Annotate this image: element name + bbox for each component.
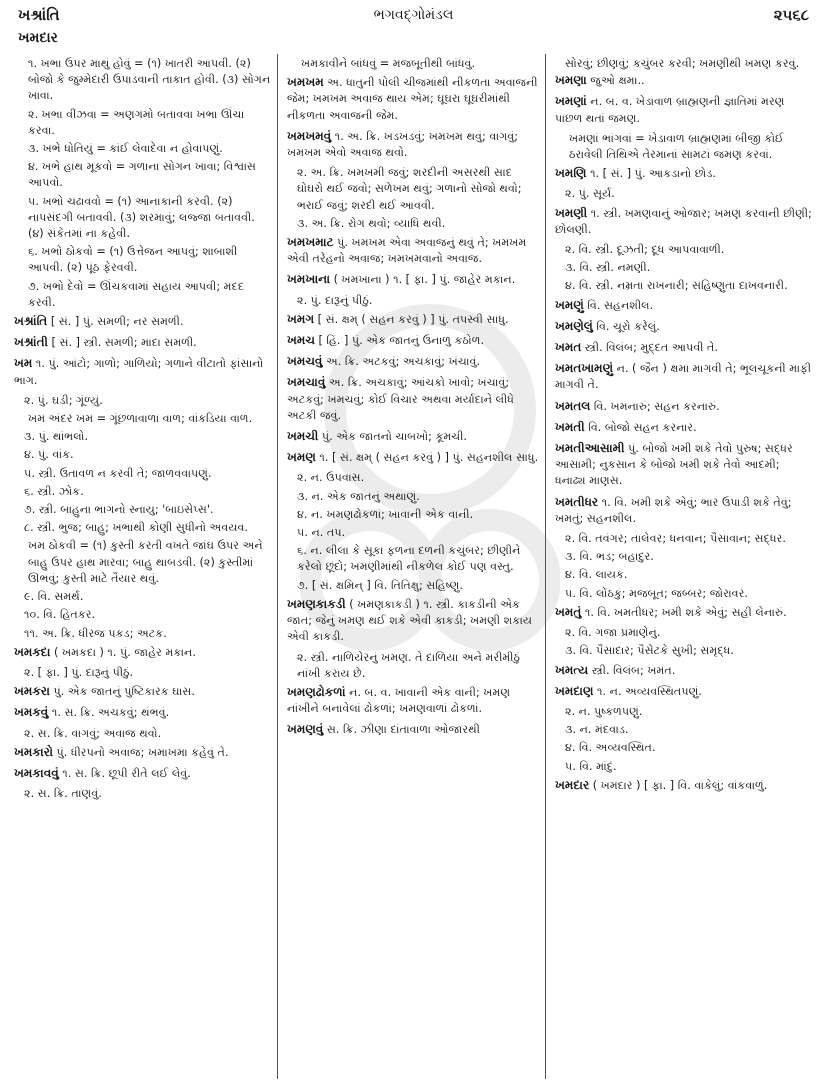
dictionary-entry [287, 271, 540, 288]
dictionary-entry [555, 662, 813, 679]
sense-definition: ૨. [ ફા. ] પું. દારૂનું પીઠું. [24, 665, 134, 679]
sense-definition: ૨. વિ. ગજા પ્રમાણેનું. [565, 626, 661, 640]
definition: [ સં. ] સ્ત્રી. સમળી; માદા સમળી. [47, 336, 197, 350]
sense-definition: ૫. વિ. લોંઠકું; મજબૂત; જબ્બર; જોરાવર. [565, 586, 748, 600]
sense-definition: ૩. વિ. ભડ; બહાદુર. [565, 550, 654, 564]
dictionary-entry [555, 205, 813, 238]
sense-definition: ૫. વિ. માંદું. [565, 759, 617, 773]
headword: ખમતું [555, 604, 582, 619]
headword: ખમખમવું [287, 128, 332, 143]
headword: ખમખમ [287, 75, 324, 90]
definition: ૧. સ. ક્રિ. છૂપી રીતે લઈ લેવું. [58, 766, 191, 780]
headword: ખમતીઆસામી [555, 441, 625, 456]
continued-definition: સોરવું; છીણવું; કચુંબર કરવી; ખમણીથી ખમણ કરવું. [565, 57, 800, 70]
definition: ( ખમણકાકડી ) ૧. સ્ત્રી. કાકડીની એક જાત; જેનું ખમણ થઈ શકે એવી કાકડી; ખમણી શકાય એવી કાકડી. [287, 597, 533, 644]
dictionary-entry [287, 332, 540, 349]
definition: અ. ધાતુની પોલી ચીજમાંથી નીકળતા અવાજની જેમ; ખમખમ અવાજ થાય એમ; ઘૂઘરા ઘૂઘરીમાંથી નીકળતા અવાજની જેમ. [287, 76, 538, 122]
definition: પું. ખમખમ એવા અવાજનું થવું તે; ખમખમ એવી તરેહનો અવાજ; ખમખમવાનો અવાજ. [287, 236, 527, 266]
page-header [18, 6, 809, 28]
sense-definition: ૨. પું. સૂર્ય. [565, 187, 615, 201]
page-title: ભગવદ્ગોમંડલ [373, 7, 454, 23]
sense-definition: ૬. સ્ત્રી. ઝોક. [24, 484, 84, 498]
sense-definition: ૨. પું. ઘડી; ગૂંળ્યું. [24, 393, 103, 407]
headword: ખમખમાટ [287, 235, 334, 250]
dictionary-entry [555, 494, 813, 527]
definition: ૧. ન. અવ્યવસ્થિતપણું. [593, 684, 702, 698]
sense-definition: ૬. ન. લીલા કે સૂકા ફળના દળની કચુંબર; છીણીને કરેલો છૂંદો; ખમણીમાંથી નીકળેલ કોઈ પણ વસ્તુ. [297, 544, 521, 574]
guide-word-last: ખમદાર [18, 30, 58, 46]
sense-definition: ૩. વિ. પૈસાદાર; પૈસેટકે સુખી; સમૃદ્ધ. [565, 644, 734, 658]
headword: ખમગ [287, 311, 315, 326]
headword: ખમણ [287, 450, 316, 465]
definition: [ સં. ] પું. સમળી; નર સમળી. [47, 315, 184, 329]
headword: ખમણા [555, 73, 587, 88]
sense-definition: ૨. સ. ક્રિ. વાગવું; અવાજ થવો. [24, 726, 162, 740]
dictionary-entry [555, 398, 813, 415]
headword: ખમચવું [287, 354, 323, 369]
sense-definition: ૨. પું. દારૂનું પીઠું. [297, 293, 373, 307]
headword: ખમત્ય [555, 662, 589, 677]
definition: વિ. બોજો સહન કરનાર. [584, 420, 697, 434]
headword: ખમચ [287, 333, 315, 348]
definition: અ. ક્રિ. અચકાવું; આંચકો ખાવો; ખંચાવું; અટકવું; ખમચવું; કોઈ વિચાર અથવા મર્યાદાને લીધે અટકી જવું. [287, 376, 514, 422]
dictionary-entry [555, 318, 813, 335]
definition: ન. બ. વ. ખેડાવાળ બ્રાહ્મણની જ્ઞાતિમાં મરણ પાછળ થતાં જમણ. [555, 95, 785, 125]
dictionary-entry [555, 297, 813, 314]
definition: ૧. અ. ક્રિ. ખડખડવું; ખમખમ થવું; વાગવું; ખમખમ એવો અવાજ થવો. [287, 129, 518, 160]
headword: ખમચી [287, 429, 319, 444]
sense-definition: ૭. સ્ત્રી. બાહુના ભાગનો સ્નાયુ; 'બાઇસેપ્સ'. [24, 503, 214, 517]
headword: ખશ્રાંતિ [14, 314, 48, 329]
dictionary-entry [14, 683, 272, 700]
headword: ખમણવું [287, 722, 324, 737]
dictionary-entry [14, 704, 272, 721]
definition: ૧. વિ. ખમી શકે એવું; ભાર ઉપાડી શકે તેવું; ખમતું; સહનશીલ. [555, 495, 792, 525]
headword: ખમદાર [555, 777, 590, 792]
idiom-definition: ૧. ખભા ઉપર માથું હોવું = (૧) ખાતરી આપવી. (૨) બોજો કે જુમ્મેદારી ઉપાડવાની તાકાત હોવી. (૩) સોગન ખાવા. [28, 57, 271, 103]
idiom-definition: ખમ ઠોકવી = (૧) કુસ્તી કરતી વખતે જાંઘ ઉપર અને બાહુ ઉપર હાથ મારવા; બાહુ થાબડવી. (૨) કુસ્તીમાં ઊભવું; કુસ્તી માટે તૈયાર થવું. [28, 539, 263, 585]
sense-definition: ૨. ન. પુષ્કળપણું. [565, 704, 643, 718]
definition: વિ. સહનશીલ. [583, 298, 654, 312]
dictionary-entry [555, 72, 813, 89]
headword: ખમચાવું [287, 375, 326, 390]
definition: પું. એક જાતનું પુષ્ટિકારક ઘાસ. [49, 685, 195, 699]
sense-definition: ૨. અ. ક્રિ. ખમખમી જવું; શરદીની અસરથી સાદ ઘોઘરો થઈ જવો; સળેખમ થવું; ગળાનો સોજો થવો; ભરાઈ જવું; શરદી થઈ આવવી. [297, 166, 522, 212]
sense-definition: ૪. વિ. લાયક. [565, 568, 628, 582]
definition: ૧. સ. ક્રિ. અચકવું; થંભવું. [48, 706, 170, 720]
definition: [ હિં. ] પું. એક જાતનું ઉનાળુ કઠોળ. [314, 334, 485, 348]
headword: ખમકદા [14, 644, 51, 659]
sense-definition: ૫. સ્ત્રી. ઉતાવળ ન કરવી તે; જાળવવાપણું. [24, 466, 212, 480]
sense-definition: ૧૧. અ. ક્રિ. ધીરજ પકડ; અટક. [24, 626, 167, 640]
column-1 [14, 56, 272, 804]
headword: ખમણેલું [555, 318, 593, 333]
headword: ખમતીધર [555, 494, 599, 509]
definition: ન. ( જૈન ) ક્ષમા માગવી તે; ભૂલચૂકની માફી માગવી તે. [555, 362, 812, 392]
headword: ખમણિ [555, 166, 587, 181]
sense-definition: ૪. વિ. અવ્યવસ્થિત. [565, 741, 656, 755]
headword: ખશ્રાંતી [14, 335, 48, 350]
dictionary-entry [287, 596, 540, 646]
dictionary-entry [555, 339, 813, 356]
dictionary-entry [14, 313, 272, 330]
sense-definition: ૩. પું. થાંભલો. [24, 430, 89, 444]
idiom-definition: ૬. ખભો ઠોકવો = (૧) ઉત્તેજન આપવું; શાબાશી આપવી. (૨) પૂંઠ ફેરવવી. [28, 245, 238, 275]
sense-definition: ૨. સ. ક્રિ. તાણવું. [24, 787, 102, 801]
dictionary-entry [287, 428, 540, 445]
sense-definition: ૩. ન. મંદવાડ. [565, 723, 629, 737]
headword: ખમતલ [555, 398, 591, 413]
sense-definition: ૨. ન. ઉપવાસ. [297, 471, 365, 485]
definition: ૧. [ સં. ] પું. આકડાનો છોડ. [586, 167, 716, 181]
column-divider [277, 54, 278, 1079]
dictionary-entry [287, 234, 540, 267]
sense-definition: ૯. વિ. સમર્થ. [24, 590, 84, 604]
headword: ખમતખામણું [555, 361, 614, 376]
sense-definition: ૫. ન. તપ. [297, 526, 346, 540]
dictionary-entry [555, 777, 813, 794]
dictionary-entry [555, 683, 813, 700]
idiom-definition: ૪. ખભે હાથ મૂકવો = ગળાના સોગન ખાવા; વિશ્વાસ આપવો. [28, 160, 256, 190]
dictionary-entry [287, 128, 540, 161]
definition: સ્ત્રી. વિલંબ; ખમત. [588, 663, 676, 677]
definition: જુઓ ક્ષમા.. [586, 74, 645, 88]
dictionary-entry [14, 744, 272, 761]
column-3 [555, 56, 813, 798]
definition: ( ખમખાના ) ૧. [ ફા. ] પું. જાહેર મકાન. [330, 273, 516, 287]
dictionary-entry [555, 419, 813, 436]
headword: ખમણઢોકળાં [287, 684, 346, 699]
headword: ખમણકાકડી [287, 596, 346, 611]
definition: ૧. [ સં. ક્ષમ્ ( સહન કરવું ) ] પું. સહનશીલ સાધુ. [315, 451, 539, 465]
definition: અ. ક્રિ. અટકવું; અચકાવું; ખંચાવું. [322, 355, 481, 369]
dictionary-entry [287, 721, 540, 738]
headword: ખમત [555, 340, 582, 355]
headword: ખમણું [555, 297, 584, 312]
definition: ૧. પું. આંટો; ગાળો; ગાળિયો; ગળાને વીંટાતો ફાંસાનો ભાગ. [14, 357, 264, 387]
sense-definition: ૪. વિ. સ્ત્રી. નમ્રતા રાખનારી; સહિષ્ણુતા દાખવનારી. [565, 279, 788, 293]
headword: ખમકરા [14, 684, 50, 699]
sense-definition: ૩. અ. ક્રિ. રોગ થવો; વ્યાધિ થવી. [297, 216, 446, 230]
dictionary-entry [287, 449, 540, 466]
sense-definition: ૩. ન. એક જાતનું અથાણું. [297, 489, 420, 503]
idiom-definition: ખમ અંદર ખમ = ગૂંછળાવાળા વાળ; વાંકડિયા વાળ. [28, 412, 253, 426]
dictionary-entry [14, 355, 272, 388]
definition: ( ખમદાર ) [ ફા. ] વિ. વાંકેલું; વાંકવાળું. [589, 778, 768, 792]
idiom-definition: ૨. ખભા વીંઝવા = અણગમો બતાવવા ખભા ઊંચા કરવા. [28, 107, 245, 137]
sense-definition: ૪. પું. વાંક. [24, 448, 74, 462]
dictionary-entry [287, 353, 540, 370]
sense-definition: ૧૦. વિ. હિતકર. [24, 608, 96, 622]
headword: ખમકારો [14, 744, 53, 759]
idiom-definition: ૩. ખભે ધોતિયું = કાંઈ લેવાદેવા ન હોવાપણું. [28, 142, 223, 156]
dictionary-entry [14, 765, 272, 782]
sense-definition: ૭. [ સં. ક્ષમિન્ ] વિ. તિતિક્ષુ; સહિષ્ણુ. [297, 578, 463, 592]
definition: ( ખમકદા ) ૧. પું. જાહેર મકાન. [50, 645, 196, 659]
sense-definition: ૪. ન. ખમણઢોકળાં; ખાવાની એક વાની. [297, 507, 474, 521]
definition: સ્ત્રી. વિલંબ; મુદ્દત આપવી તે. [581, 341, 719, 355]
dictionary-entry [287, 311, 540, 328]
column-2 [287, 56, 540, 743]
headword: ખમ [14, 356, 33, 371]
sense-definition: ૩. વિ. સ્ત્રી. નમણી. [565, 261, 651, 275]
sense-definition: ૨. વિ. સ્ત્રી. દૂઝતી; દૂધ આપવાવાળી. [565, 243, 725, 257]
sense-definition: ૨. વિ. તવંગર; તાલેવર; ધનવાન; પૈસાવાન; સદ્ધર. [565, 532, 786, 546]
dictionary-entry [14, 334, 272, 351]
definition: [ સં. ક્ષમ્ ( સહન કરવું ) ] પું. તપસ્વી સાધુ. [314, 312, 509, 326]
headword: ખમકવું [14, 705, 49, 720]
page-number: ૨૫૬૮ [773, 6, 809, 24]
dictionary-entry [555, 440, 813, 490]
headword: ખમણાં [555, 94, 587, 109]
idiom-definition: ખમણાં ભાંગવાં = ખેડાવાળ બ્રાહ્મણમાં બીજી કોઈ ઠરાવેલી તિથિએ તેરમાનાં સામટાં જમણ કરવાં. [569, 131, 784, 162]
dictionary-entry [287, 684, 540, 717]
sense-definition: ૮. સ્ત્રી. ભુજ; બાહુ; ખભાથી કોણી સુધીનો અવયવ. [24, 521, 249, 535]
dictionary-entry [555, 165, 813, 182]
definition: પું. ધીરપનો અવાજ; ખમાખમા કહેવું તે. [52, 745, 229, 759]
headword: ખમદાણ [555, 683, 594, 698]
idiom-definition: ૭. ખભો દેવો = ઊંચકવામાં સહાય આપવી; મદદ કરવી. [28, 279, 245, 309]
definition: ન. બ. વ. ખાવાની એક વાની; ખમણ નાંખીને બનાવેલાં ઢોકળાં; ખમણવાળાં ઢોકળાં. [287, 685, 511, 716]
definition: સ. ક્રિ. ઝીણા દાંતાવાળા ઓજારથી [323, 723, 480, 737]
dictionary-entry [555, 604, 813, 621]
headword: ખમતી [555, 419, 585, 434]
definition: ૧. વિ. ખમતીધર; ખમી શકે એવું; સહી લેનારું. [581, 605, 787, 619]
definition: પું. એક જાતનો ચાબખો; કૂમચી. [318, 430, 467, 444]
headword: ખમણી [555, 205, 588, 220]
idiom-definition: ખમકાવીને બાંધવું = મજબૂતીથી બાંધવું. [301, 57, 476, 70]
dictionary-entry [555, 360, 813, 393]
guide-word-left: ખશ્રાંતિ [18, 6, 60, 24]
headword: ખમકાવવું [14, 765, 59, 780]
definition: વિ. ખમનારું; સહન કરનારું. [590, 399, 720, 413]
dictionary-entry [287, 74, 540, 124]
column-divider [545, 54, 546, 1079]
headword: ખમખાના [287, 272, 331, 287]
dictionary-entry [555, 93, 813, 126]
dictionary-entry [14, 644, 272, 661]
idiom-definition: ૫. ખભો ચઢાવવો = (૧) આનાકાની કરવી. (૨) નાપસંદગી બતાવવી. (૩) શરમાવું; લજ્જા બતાવવી. (૪) સંકેતમાં ના કહેવી. [28, 194, 255, 241]
sense-definition: ૨. સ્ત્રી. નાળિયેરનું ખમણ. તે દાળિયા અને મરીમીઠું નાંખી કરાય છે. [297, 650, 521, 680]
definition: પું. બોજો ખમી શકે તેવો પુરુષ; સદ્ધર આસામી; નુકસાન કે બોજો ખમી શકે તેવો આદમી; ધનાઢ્ય માણસ. [555, 442, 793, 488]
definition: ૧. સ્ત્રી. ખમણવાનું ઓજાર; ખમણ કરવાની છીણી; છોલણી. [555, 206, 812, 236]
definition: વિ. ચૂરો કરેલું. [592, 319, 660, 333]
dictionary-entry [287, 374, 540, 424]
